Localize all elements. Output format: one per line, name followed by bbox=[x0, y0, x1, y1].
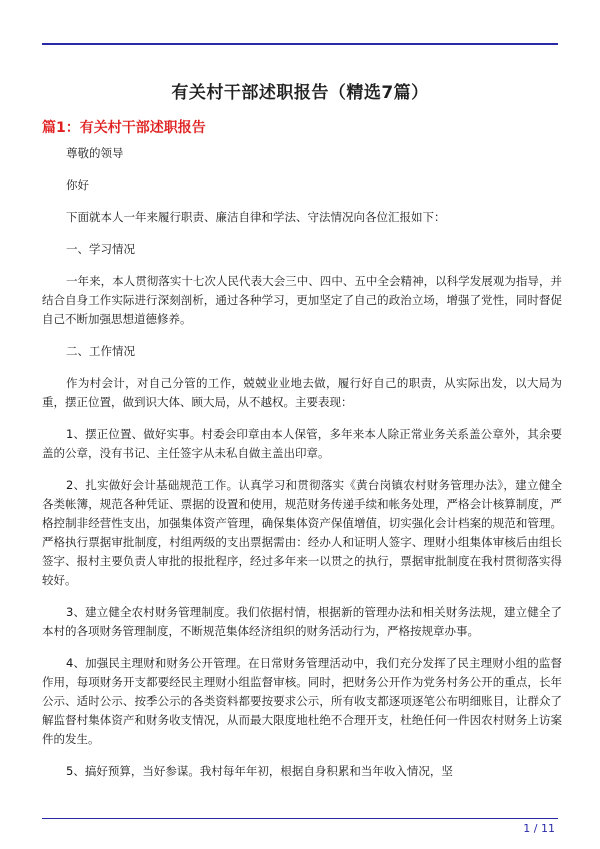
paragraph-item-2: 2、扎实做好会计基础规范工作。认真学习和贯彻落实《黄台岗镇农村财务管理办法》，建立健全各类帐簿，规范各种凭证、票据的设置和使用，规范财务传递手续和帐务处理，严格会计核算制度，严格控制非经营性支出，加强集体资产管理，确保集体资产保值增值，切实强化会计档案的规范和管理。严格执行票据审批制度，村组两级的支出票据需由：经办人和证明人签字、理财小组集体审核后由组长签字、报村主要负责人审批的报批程序，经过多年来一以贯之的执行，票据审批制度在我村贯彻落实得较好。 bbox=[42, 478, 562, 587]
page-number: 1 / 11 bbox=[523, 822, 555, 835]
heading-work: 二、工作情况 bbox=[66, 344, 135, 358]
paragraph-salutation: 尊敬的领导 bbox=[66, 146, 124, 160]
paragraph-work-intro: 作为村会计，对自己分管的工作，兢兢业业地去做，履行好自己的职责，从实际出发，以大局为重，摆正位置，做到识大体、顾大局，从不越权。主要表现： bbox=[42, 376, 562, 409]
header-rule bbox=[42, 43, 558, 45]
paragraph-study: 一年来，本人贯彻落实十七次人民代表大会三中、四中、五中全会精神，以科学发展观为指导，并结合自身工作实际进行深刻剖析，通过各种学习，更加坚定了自己的政治立场，增强了党性，同时督促自己不断加强思想道德修养。 bbox=[42, 274, 562, 326]
paragraph-item-1: 1、摆正位置、做好实事。村委会印章由本人保管，多年来本人除正常业务关系盖公章外，其余要盖的公章，没有书记、主任签字从未私自做主盖出印章。 bbox=[42, 427, 562, 460]
document-body bbox=[42, 144, 562, 794]
document-title: 有关村干部述职报告（精选7篇） bbox=[171, 83, 429, 103]
heading-study: 一、学习情况 bbox=[66, 242, 135, 256]
section-heading: 篇1：有关村干部述职报告 bbox=[42, 120, 206, 136]
footer-rule bbox=[42, 818, 558, 819]
paragraph-greeting: 你好 bbox=[66, 178, 89, 192]
paragraph-item-3: 3、建立健全农村财务管理制度。我们依据村情，根据新的管理办法和相关财务法规，建立健全了本村的各项财务管理制度，不断规范集体经济组织的财务活动行为，严格按规章办事。 bbox=[42, 605, 562, 638]
paragraph-item-4: 4、加强民主理财和财务公开管理。在日常财务管理活动中，我们充分发挥了民主理财小组的监督作用，每项财务开支都要经民主理财小组监督审核。同时，把财务公开作为党务村务公开的重点，长年公示、适时公示、按季公示的各类资料都要按要求公示，所有收支都逐项逐笔公布明细账目，让群众了解监督村集体资产和财务收支情况，从而最大限度地杜绝不合理开支，杜绝任何一件因农村财务上访案件的发生。 bbox=[42, 656, 562, 746]
paragraph-intro: 下面就本人一年来履行职责、廉洁自律和学法、守法情况向各位汇报如下： bbox=[66, 210, 446, 224]
paragraph-item-5: 5、搞好预算，当好参谋。我村每年年初，根据自身积累和当年收入情况，坚 bbox=[66, 764, 453, 778]
